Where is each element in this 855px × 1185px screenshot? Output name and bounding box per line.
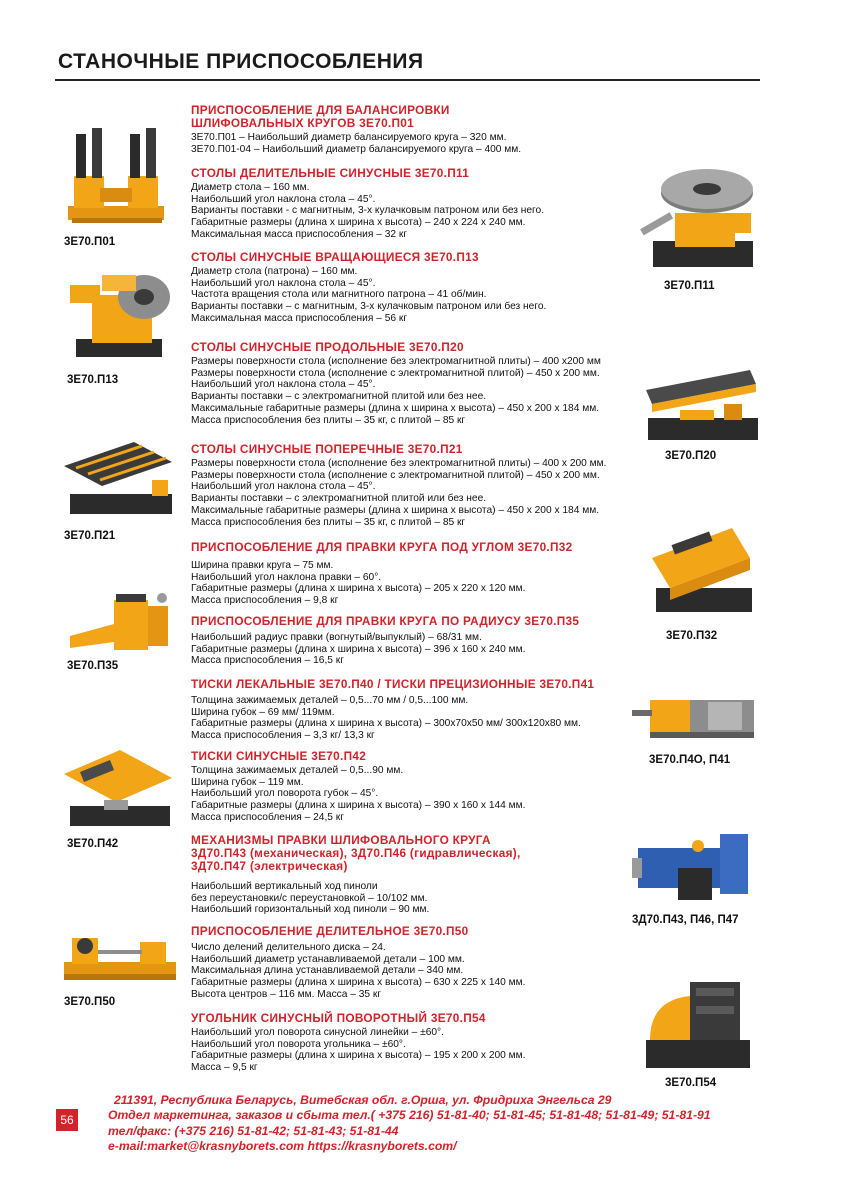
section-title: ТИСКИ ЛЕКАЛЬНЫЕ 3Е70.П40 / ТИСКИ ПРЕЦИЗИОННЫЕ 3Е70.П41 (191, 677, 595, 691)
product-image-p43 (628, 828, 763, 908)
spec-line: Наибольший горизонтальный ход пиноли – 90 мм. (191, 904, 430, 916)
section-lines (191, 1027, 526, 1074)
spec-line: Масса приспособления без плиты – 35 кг, с плитой – 85 кг (191, 516, 466, 528)
spec-line: Наибольший угол наклона стола – 45°. (191, 379, 376, 391)
spec-line: Варианты поставки – с магнитным, 3-х кулачковым патроном или без него. (191, 301, 547, 313)
spec-line: Максимальные габаритные размеры (длина х ширина х высота) – 450 х 200 х 184 мм. (191, 504, 600, 516)
section-p43 (191, 834, 521, 916)
spec-line: Габаритные размеры (длина х ширина х высота) – 300х70х50 мм/ 300х120х80 мм. (191, 718, 581, 730)
spec-line: Варианты поставки – с электромагнитной плитой или без нее. (191, 493, 487, 505)
caption-p54: 3Е70.П54 (665, 1077, 717, 1089)
spec-line: Диаметр стола – 160 мм. (191, 182, 310, 193)
spec-line: Наибольший угол наклона стола – 45°. (191, 481, 376, 493)
spec-line: Габаритные размеры (длина х ширина х высота) – 390 х 160 х 144 мм. (191, 800, 526, 812)
caption-p11: 3Е70.П11 (664, 280, 715, 292)
spec-line: Габаритные размеры (длина х ширина х высота) – 205 х 220 х 120 мм. (191, 583, 526, 595)
section-lines (191, 632, 579, 667)
spec-line: Высота центров – 116 мм. Масса – 35 кг (191, 988, 382, 1000)
footer-address: 211391, Республика Беларусь, Витебская обл. г.Орша, ул. Фридриха Энгельса 29 (114, 1093, 612, 1107)
caption-p32: 3Е70.П32 (666, 630, 718, 642)
caption-p40: 3Е70.П4О, П41 (649, 754, 731, 766)
section-title: СТОЛЫ ДЕЛИТЕЛЬНЫЕ СИНУСНЫЕ 3Е70.П11 (191, 166, 470, 180)
spec-line: Габаритные размеры (длина х ширина х высота) – 240 х 224 х 240 мм. (191, 217, 526, 229)
spec-line: 3Е70.П01 – Наибольший диаметр балансируемого круга – 320 мм. (191, 132, 507, 143)
section-lines (191, 765, 526, 824)
spec-line: Размеры поверхности стола (исполнение с электромагнитной плитой) – 450 х 200 мм. (191, 469, 600, 481)
spec-line: Наибольший вертикальный ход пиноли (191, 881, 378, 892)
spec-line: Наибольший угол наклона стола – 45°. (191, 277, 376, 289)
spec-line: Габаритные размеры (длина х ширина х высота) – 630 х 225 х 140 мм. (191, 977, 526, 989)
section-lines (191, 560, 573, 607)
product-image-p13 (62, 265, 177, 365)
section-title: МЕХАНИЗМЫ ПРАВКИ ШЛИФОВАЛЬНОГО КРУГА 3Д70.П43 (механическая), 3Д70.П46 (гидравлическая), 3Д70.П47 (электрическая) (191, 833, 521, 873)
spec-line: Толщина зажимаемых деталей – 0,5...90 мм. (191, 765, 404, 776)
section-lines (191, 356, 601, 426)
spec-line: Ширина губок – 119 мм. (191, 776, 304, 788)
footer-email-website: e-mail:market@krasnyborets.com https://krasnyborets.com/ (108, 1139, 457, 1154)
section-p01 (191, 104, 521, 155)
caption-p43: 3Д70.П43, П46, П47 (632, 914, 739, 926)
spec-line: Частота вращения стола или магнитного патрона – 41 об/мин. (191, 289, 487, 301)
section-lines (191, 942, 526, 1001)
spec-line: Максимальная длина устанавливаемой детали – 340 мм. (191, 965, 464, 977)
section-p20 (191, 341, 601, 426)
section-p21 (191, 443, 607, 528)
section-lines (191, 458, 607, 528)
spec-line: Варианты поставки – с электромагнитной плитой или без нее. (191, 391, 487, 403)
section-p50 (191, 925, 526, 1001)
spec-line: Масса приспособления – 24,5 кг (191, 811, 344, 823)
spec-line: Габаритные размеры (длина х ширина х высота) – 195 х 200 х 200 мм. (191, 1050, 526, 1062)
spec-line: Ширина правки круга – 75 мм. (191, 560, 334, 571)
spec-line: без переустановки/с переустановкой – 10/102 мм. (191, 892, 428, 904)
caption-p01: 3Е70.П01 (64, 236, 116, 248)
spec-line: Наибольший угол поворота угольника – ±60°. (191, 1038, 406, 1050)
footer-fax: тел/факс: (+375 216) 51-81-42; 51-81-43; 51-81-44 (108, 1123, 399, 1138)
caption-p42: 3Е70.П42 (67, 838, 119, 850)
spec-line: Ширина губок – 69 мм/ 119мм. (191, 706, 335, 718)
spec-line: Наибольший диаметр устанавливаемой детали – 100 мм. (191, 953, 465, 965)
spec-line: Размеры поверхности стола (исполнение с электромагнитной плитой) – 450 х 200 мм. (191, 367, 600, 379)
spec-line: Наибольший угол поворота губок – 45°. (191, 788, 379, 800)
section-p54 (191, 1012, 526, 1074)
section-title: СТОЛЫ СИНУСНЫЕ ПРОДОЛЬНЫЕ 3Е70.П20 (191, 340, 464, 354)
section-title: СТОЛЫ СИНУСНЫЕ ВРАЩАЮЩИЕСЯ 3Е70.П13 (191, 250, 479, 264)
section-title: СТОЛЫ СИНУСНЫЕ ПОПЕРЕЧНЫЕ 3Е70.П21 (191, 442, 463, 456)
spec-line: 3Е70.П01-04 – Наибольший диаметр балансируемого круга – 400 мм. (191, 143, 522, 155)
spec-line: Наибольший угол наклона стола – 45°. (191, 193, 376, 205)
spec-line: Наибольший угол наклона правки – 60°. (191, 571, 382, 583)
caption-p35: 3Е70.П35 (67, 660, 119, 672)
section-title: ТИСКИ СИНУСНЫЕ 3Е70.П42 (191, 749, 367, 763)
section-lines (191, 695, 594, 742)
footer-marketing-phones: Отдел маркетинга, заказов и сбыта тел.( +375 216) 51-81-40; 51-81-45; 51-81-48; 51-81-49; 51-81-91 (108, 1108, 711, 1123)
spec-line: Размеры поверхности стола (исполнение без электромагнитной плиты) – 400 х 200 мм. (191, 458, 607, 469)
page-number: 56 (56, 1109, 78, 1131)
section-title: ПРИСПОСОБЛЕНИЕ ДЛЯ ПРАВКИ КРУГА ПО РАДИУСУ 3Е70.П35 (191, 614, 580, 628)
section-p42 (191, 750, 526, 824)
product-image-p54 (636, 970, 761, 1075)
spec-line: Размеры поверхности стола (исполнение без электромагнитной плиты) – 400 х200 мм (191, 356, 601, 367)
section-lines (191, 875, 521, 916)
section-title: ПРИСПОСОБЛЕНИЕ ДЛЯ БАЛАНСИРОВКИ ШЛИФОВАЛЬНЫХ КРУГОВ 3Е70.П01 (191, 103, 450, 130)
section-title: УГОЛЬНИК СИНУСНЫЙ ПОВОРОТНЫЙ 3Е70.П54 (191, 1011, 486, 1025)
spec-line: Масса приспособления без плиты – 35 кг, с плитой – 85 кг (191, 414, 466, 426)
spec-line: Масса приспособления – 3,3 кг/ 13,3 кг (191, 730, 375, 742)
product-image-p42 (60, 742, 180, 832)
section-title: ПРИСПОСОБЛЕНИЕ ДЛЯ ПРАВКИ КРУГА ПОД УГЛОМ 3Е70.П32 (191, 540, 573, 554)
spec-line: Наибольший радиус правки (вогнутый/выпуклый) – 68/31 мм. (191, 632, 482, 643)
caption-p50: 3Е70.П50 (64, 996, 116, 1008)
spec-line: Масса приспособления – 9,8 кг (191, 595, 339, 607)
section-p13 (191, 251, 546, 325)
section-p32 (191, 541, 573, 607)
section-lines (191, 182, 544, 241)
title-rule (55, 79, 760, 81)
section-lines (191, 266, 546, 325)
caption-p20: 3Е70.П20 (665, 450, 717, 462)
product-image-p35 (66, 590, 181, 660)
spec-line: Диаметр стола (патрона) – 160 мм. (191, 266, 358, 277)
product-image-p50 (58, 928, 183, 986)
spec-line: Максимальная масса приспособления – 32 кг (191, 228, 408, 240)
product-image-p01 (60, 118, 170, 228)
section-title: ПРИСПОСОБЛЕНИЕ ДЕЛИТЕЛЬНОЕ 3Е70.П50 (191, 924, 469, 938)
spec-line: Число делений делительного диска – 24. (191, 942, 386, 953)
product-image-p32 (642, 518, 762, 620)
section-p11 (191, 167, 544, 241)
caption-p13: 3Е70.П13 (67, 374, 119, 386)
spec-line: Масса приспособления – 16,5 кг (191, 655, 344, 667)
product-image-p40 (628, 692, 763, 747)
footer-contacts (108, 1093, 711, 1155)
spec-line: Габаритные размеры (длина х ширина х высота) – 396 х 160 х 240 мм. (191, 643, 526, 655)
spec-line: Максимальная масса приспособления – 56 кг (191, 312, 408, 324)
spec-line: Наибольший угол поворота синусной линейки – ±60°. (191, 1027, 444, 1038)
section-p35 (191, 615, 579, 667)
spec-line: Толщина зажимаемых деталей – 0,5...70 мм / 0,5...100 мм. (191, 695, 469, 706)
product-image-p21 (60, 436, 180, 520)
product-image-p11 (635, 163, 765, 273)
product-image-p20 (640, 358, 765, 448)
caption-p21: 3Е70.П21 (64, 530, 116, 542)
spec-line: Варианты поставки - с магнитным, 3-х кулачковым патроном или без него. (191, 205, 545, 217)
spec-line: Масса – 9,5 кг (191, 1062, 258, 1074)
spec-line: Максимальные габаритные размеры (длина х ширина х высота) – 450 х 200 х 184 мм. (191, 402, 600, 414)
section-lines (191, 132, 521, 155)
section-p40 (191, 678, 594, 742)
page-title: СТАНОЧНЫЕ ПРИСПОСОБЛЕНИЯ (58, 50, 424, 73)
